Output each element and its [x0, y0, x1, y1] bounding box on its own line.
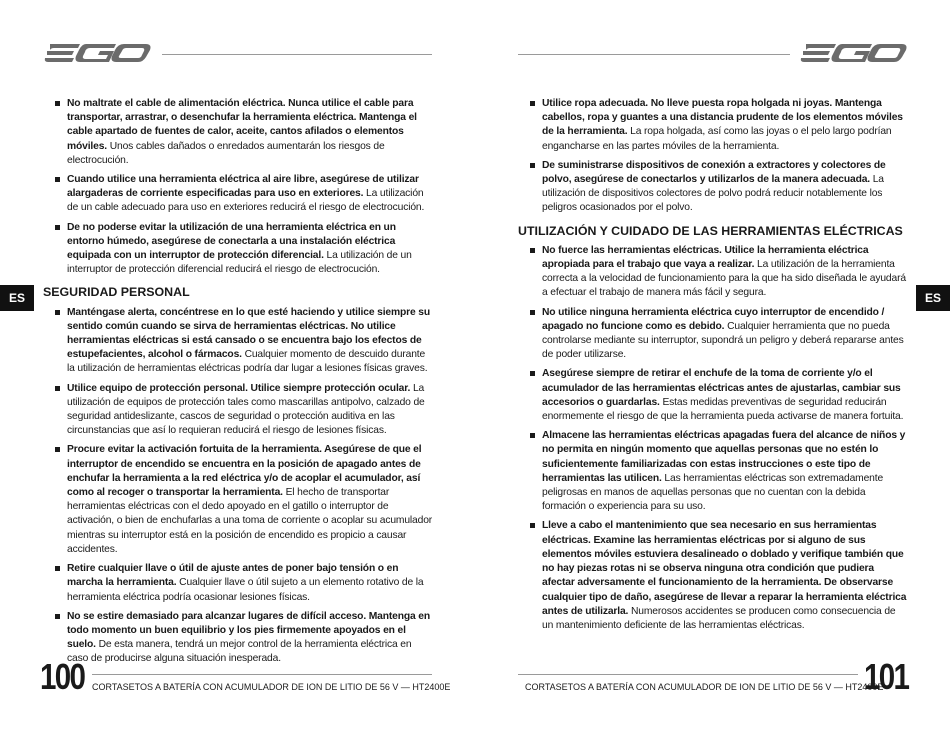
- list-item: Manténgase alerta, concéntrese en lo que esté haciendo y utilice siempre su sentido común cuando se sirva de herramientas eléctricas. No utilice herramientas eléctricas si está cansado o se encuentra bajo los efectos de estupefacientes, alcohol o fármacos. Cualquier momento de descuido durante la utilización de herramientas eléctricas podría dar lugar a lesiones físicas graves.: [55, 306, 433, 377]
- footer-text-right: CORTASETOS A BATERÍA CON ACUMULADOR DE ION DE LITIO DE 56 V — HT2400E: [525, 682, 884, 692]
- bullet-list-clothing: [530, 97, 908, 216]
- page-number-right: 101: [864, 656, 909, 697]
- list-item: De no poderse evitar la utilización de una herramienta eléctrica en un entorno húmedo, asegúrese de conectarla a una instalación eléctrica equipada con un interruptor de protección diferencial. La utilización de un interruptor de protección diferencial reducirá el riesgo de electrocución.: [55, 221, 433, 278]
- list-item: Almacene las herramientas eléctricas apagadas fuera del alcance de niños y no permita en ningún momento que aquellas personas que no estén lo suficientemente familiarizadas con estas instrucciones o este tipo de herramientas las utilicen. Las herramientas eléctricas son extremadamente peligrosas en manos de aquellas personas que no cuentan con la debida formación o experiencia para su uso.: [530, 429, 908, 514]
- list-item: No maltrate el cable de alimentación eléctrica. Nunca utilice el cable para transportar, arrastrar, o desenchufar la herramienta eléctrica. Mantenga el cable apartado de fuentes de calor, aceite, cantos afilados o elementos móviles. Unos cables dañados o enredados aumentarán los riesgos de electrocución.: [55, 97, 433, 168]
- language-tab-left: ES: [0, 285, 34, 311]
- section-heading-tool-use-care: UTILIZACIÓN Y CUIDADO DE LAS HERRAMIENTAS ELÉCTRICAS: [518, 223, 903, 238]
- list-item: Procure evitar la activación fortuita de la herramienta. Asegúrese de que el interruptor de encendido se encuentra en la posición de apagado antes de enchufar la herramienta a la red eléctrica y/o de acoplar el acumulador, así como al recoger o transportar la herramienta. El hecho de transportar herramientas eléctricas con el dedo apoyado en el gatillo o interruptor de activación, o bien de enchufarlas a una toma de corriente o acoplar su acumulador mientras su interruptor está en la posición de encendido es propicio a causar accidentes.: [55, 443, 433, 557]
- page-number-left: 100: [40, 656, 85, 697]
- list-item: Asegúrese siempre de retirar el enchufe de la toma de corriente y/o el acumulador de las herramientas eléctricas antes de ajustarlas, cambiar sus accesorios o guardarlas. Estas medidas preventivas de seguridad reducirán enormemente el riesgo de que la herramienta pueda activarse de manera fortuita.: [530, 367, 908, 424]
- list-item: Utilice equipo de protección personal. Utilice siempre protección ocular. La utilización de equipos de protección tales como mascarillas antipolvo, calzado de seguridad antideslizante, cascos de seguridad o protección auditiva en las circunstancias que así lo requieran reducirá el riesgo de lesiones físicas.: [55, 382, 433, 439]
- ego-logo-left: [44, 42, 152, 64]
- list-item: Utilice ropa adecuada. No lleve puesta ropa holgada ni joyas. Mantenga cabellos, ropa y guantes a una distancia prudente de los elementos móviles de la herramienta. La ropa holgada, así como las joyas o el pelo largo podrían engancharse en las partes móviles de la herramienta.: [530, 97, 908, 154]
- ego-logo-graphic: [800, 42, 908, 64]
- section-heading-personal-safety: SEGURIDAD PERSONAL: [43, 285, 190, 300]
- list-item: Cuando utilice una herramienta eléctrica al aire libre, asegúrese de utilizar alargaderas de corriente especificadas para uso en exteriores. La utilización de un cable adecuado para uso en exteriores reducirá el riesgo de electrocución.: [55, 173, 433, 216]
- list-item: No se estire demasiado para alcanzar lugares de difícil acceso. Mantenga en todo momento un buen equilibrio y los pies firmemente apoyados en el suelo. De esta manera, tendrá un mejor control de la herramienta eléctrica en caso de producirse alguna situación inesperada.: [55, 610, 433, 667]
- language-tab-right: ES: [916, 285, 950, 311]
- bullet-list-electrical: [55, 97, 433, 277]
- left-column: [43, 97, 433, 672]
- ego-logo-right: [800, 42, 908, 64]
- list-item: Retire cualquier llave o útil de ajuste antes de poner bajo tensión o en marcha la herramienta. Cualquier llave o útil sujeto a un elemento rotativo de la herramienta eléctrica podría ocasionar lesiones físicas.: [55, 562, 433, 605]
- header-rule-right: [518, 54, 790, 55]
- footer-rule-right: [518, 674, 858, 675]
- ego-logo-graphic: [44, 42, 152, 64]
- footer-text-left: CORTASETOS A BATERÍA CON ACUMULADOR DE ION DE LITIO DE 56 V — HT2400E: [92, 682, 451, 692]
- list-item: De suministrarse dispositivos de conexión a extractores y colectores de polvo, asegúrese de conectarlos y utilizarlos de la manera adecuada. La utilización de dispositivos colectores de polvo podrá reducir notablemente los peligros ocasionados por el polvo.: [530, 159, 908, 216]
- list-item: No utilice ninguna herramienta eléctrica cuyo interruptor de encendido / apagado no funcione como es debido. Cualquier herramienta que no pueda controlarse mediante su interruptor, supondrá un peligro y deberá repararse antes de poder utilizarse.: [530, 306, 908, 363]
- right-column: [518, 97, 908, 638]
- list-item: No fuerce las herramientas eléctricas. Utilice la herramienta eléctrica apropiada para el trabajo que vaya a realizar. La utilización de la herramienta correcta a la velocidad de funcionamiento para la que ha sido diseñada le ayudará a efectuar el trabajo de manera más fácil y segura.: [530, 244, 908, 301]
- bullet-list-personal-safety: [55, 306, 433, 667]
- header-rule-left: [162, 54, 432, 55]
- bullet-list-tool-use-care: [530, 244, 908, 633]
- list-item: Lleve a cabo el mantenimiento que sea necesario en sus herramientas eléctricas. Examine las herramientas eléctricas por si alguno de sus elementos móviles estuviera desalineado o doblado y verifique también que no hay piezas rotas ni se observa ninguna otra condición que pudiera afectar adversamente el funcionamiento de la herramienta. De observarse cualquier tipo de daño, asegúrese de llevar a reparar la herramienta eléctrica antes de utilizarla. Numerosos accidentes se producen como consecuencia de un mantenimiento deficiente de las herramientas eléctricas.: [530, 519, 908, 633]
- footer-rule-left: [92, 674, 432, 675]
